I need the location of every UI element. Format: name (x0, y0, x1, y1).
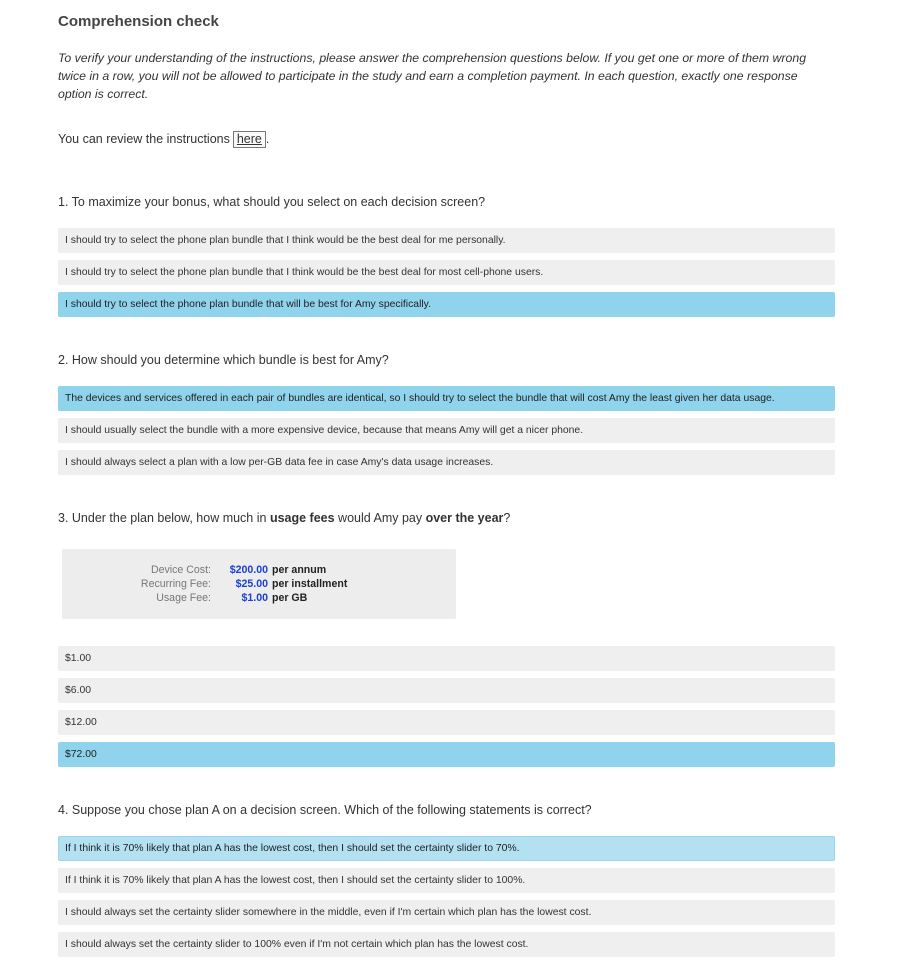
q1-option-2[interactable]: I should try to select the phone plan bundle that I think would be the best deal for most cell-phone users. (58, 260, 835, 285)
review-suffix: . (265, 132, 270, 146)
q1-option-1[interactable]: I should try to select the phone plan bundle that I think would be the best deal for me personally. (58, 228, 835, 253)
question-2-text: 2. How should you determine which bundle is best for Amy? (58, 353, 389, 367)
q3-option-1[interactable]: $1.00 (58, 646, 835, 671)
q4-option-3[interactable]: I should always set the certainty slider somewhere in the middle, even if I'm certain which plan has the lowest cost. (58, 900, 835, 925)
review-text: You can review the instructions (58, 132, 230, 146)
q3-bold-usage-fees: usage fees (269, 511, 335, 525)
plan-value-device-cost: $200.00 (229, 564, 268, 576)
plan-label-device-cost: Device Cost: (150, 564, 211, 576)
q3-text-middle: would Amy pay (334, 511, 426, 525)
q3-option-2[interactable]: $6.00 (58, 678, 835, 703)
plan-row-device-cost (62, 563, 456, 578)
question-1-text: 1. To maximize your bonus, what should you select on each decision screen? (58, 195, 486, 209)
q3-option-3[interactable]: $12.00 (58, 710, 835, 735)
plan-value-recurring-fee: $25.00 (235, 578, 268, 590)
plan-unit-device-cost: per annum (272, 564, 327, 576)
q2-option-1[interactable]: The devices and services offered in each pair of bundles are identical, so I should try to select the bundle that will cost Amy the least given her data usage. (58, 386, 835, 411)
q2-option-3[interactable]: I should always select a plan with a low per-GB data fee in case Amy's data usage increases. (58, 450, 835, 475)
q4-option-1[interactable]: If I think it is 70% likely that plan A has the lowest cost, then I should set the certainty slider to 70%. (58, 836, 835, 861)
q3-bold-over-the-year: over the year (425, 511, 504, 525)
q3-option-4[interactable]: $72.00 (58, 742, 835, 767)
plan-unit-recurring-fee: per installment (272, 578, 348, 590)
page-title: Comprehension check (58, 13, 219, 30)
plan-label-recurring-fee: Recurring Fee: (140, 578, 211, 590)
question-4-text: 4. Suppose you chose plan A on a decision screen. Which of the following statements is correct? (58, 803, 592, 817)
question-3-text (58, 511, 510, 525)
plan-label-usage-fee: Usage Fee: (156, 592, 211, 604)
q4-option-2[interactable]: If I think it is 70% likely that plan A has the lowest cost, then I should set the certainty slider to 100%. (58, 868, 835, 893)
intro-text: To verify your understanding of the instructions, please answer the comprehension questions below. If you get one or more of them wrong twice in a row, you will not be allowed to participate in the study and earn a completion payment. In each question, exactly one response option is correct. (58, 51, 807, 101)
plan-row-recurring-fee (62, 577, 456, 592)
review-instructions (58, 131, 269, 148)
q3-text-after: ? (503, 511, 511, 525)
review-instructions-link[interactable]: here (233, 131, 266, 148)
q3-text-before: 3. Under the plan below, how much in (58, 511, 270, 525)
plan-row-usage-fee (62, 591, 456, 606)
q2-option-2[interactable]: I should usually select the bundle with a more expensive device, because that means Amy will get a nicer phone. (58, 418, 835, 443)
q1-option-3[interactable]: I should try to select the phone plan bundle that will be best for Amy specifically. (58, 292, 835, 317)
q4-option-4[interactable]: I should always set the certainty slider to 100% even if I'm not certain which plan has the lowest cost. (58, 932, 835, 957)
plan-summary-box (62, 549, 456, 619)
plan-unit-usage-fee: per GB (272, 592, 308, 604)
plan-value-usage-fee: $1.00 (241, 592, 268, 604)
